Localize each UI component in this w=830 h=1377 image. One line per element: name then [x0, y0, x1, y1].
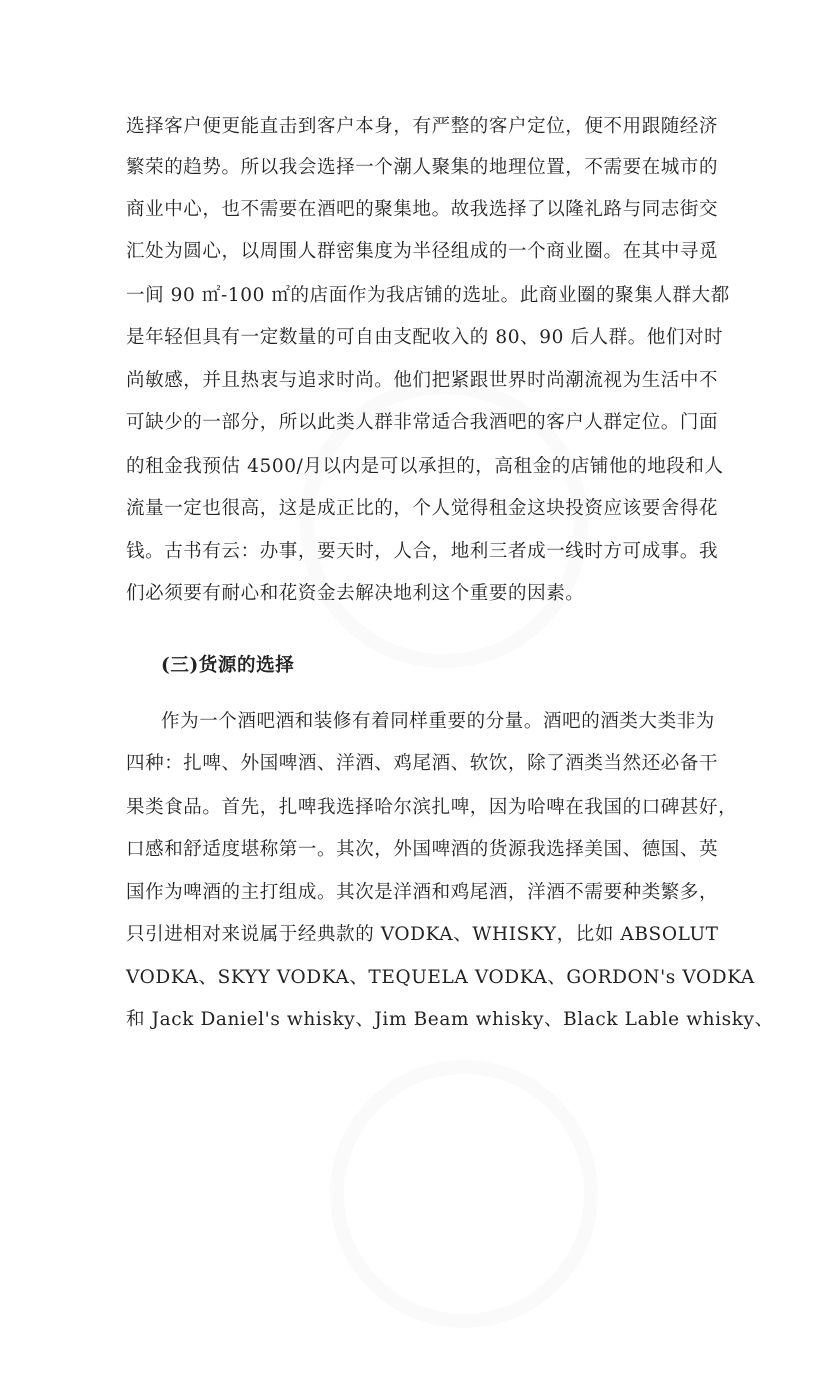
paragraph-line: 钱。古书有云：办事，要天时，人合，地利三者成一线时方可成事。我: [126, 541, 719, 562]
paragraph-line: 繁荣的趋势。所以我会选择一个潮人聚集的地理位置，不需要在城市的: [126, 157, 719, 178]
paragraph-line: 国作为啤酒的主打组成。其次是洋酒和鸡尾酒，洋酒不需要种类繁多，: [126, 882, 719, 903]
paragraph-line: 尚敏感，并且热衷与追求时尚。他们把紧跟世界时尚潮流视为生活中不: [126, 370, 719, 391]
paragraph-line: 四种：扎啤、外国啤酒、洋酒、鸡尾酒、软饮，除了酒类当然还必备干: [126, 753, 719, 774]
paragraph-line: 和 Jack Daniel's whisky、Jim Beam whisky、Black Lable whisky、: [126, 1009, 774, 1030]
paragraph-line: 选择客户便更能直击到客户本身，有严整的客户定位，便不用跟随经济: [126, 116, 719, 137]
paragraph-line: 的租金我预估 4500/月以内是可以承担的，高租金的店铺他的地段和人: [126, 456, 724, 477]
paragraph-line: VODKA、SKYY VODKA、TEQUELA VODKA、GORDON's VODKA: [126, 967, 755, 988]
paragraph-line: 流量一定也很高，这是成正比的，个人觉得租金这块投资应该要舍得花: [126, 498, 719, 519]
watermark-seal: [281, 1011, 647, 1377]
paragraph-line: 汇处为圆心，以周围人群密集度为半径组成的一个商业圈。在其中寻觅: [126, 241, 719, 262]
paragraph-line: 只引进相对来说属于经典款的 VODKA、WHISKY，比如 ABSOLUT: [126, 924, 719, 945]
paragraph-line: 口感和舒适度堪称第一。其次，外国啤酒的货源我选择美国、德国、英: [126, 839, 719, 860]
paragraph-line: 作为一个酒吧酒和装修有着同样重要的分量。酒吧的酒类大类非为: [161, 711, 715, 732]
paragraph-line: 一间 90 ㎡-100 ㎡的店面作为我店铺的选址。此商业圈的聚集人群大都: [126, 285, 730, 306]
paragraph-line: 们必须要有耐心和花资金去解决地利这个重要的因素。: [126, 583, 585, 604]
paragraph-line: 可缺少的一部分，所以此类人群非常适合我酒吧的客户人群定位。门面: [126, 412, 719, 433]
section-heading: (三)货源的选择: [161, 655, 295, 676]
paragraph-line: 是年轻但具有一定数量的可自由支配收入的 80、90 后人群。他们对时: [126, 327, 724, 348]
paragraph-line: 果类食品。首先，扎啤我选择哈尔滨扎啤，因为哈啤在我国的口碑甚好，: [126, 797, 738, 818]
paragraph-line: 商业中心，也不需要在酒吧的聚集地。故我选择了以隆礼路与同志街交: [126, 199, 719, 220]
